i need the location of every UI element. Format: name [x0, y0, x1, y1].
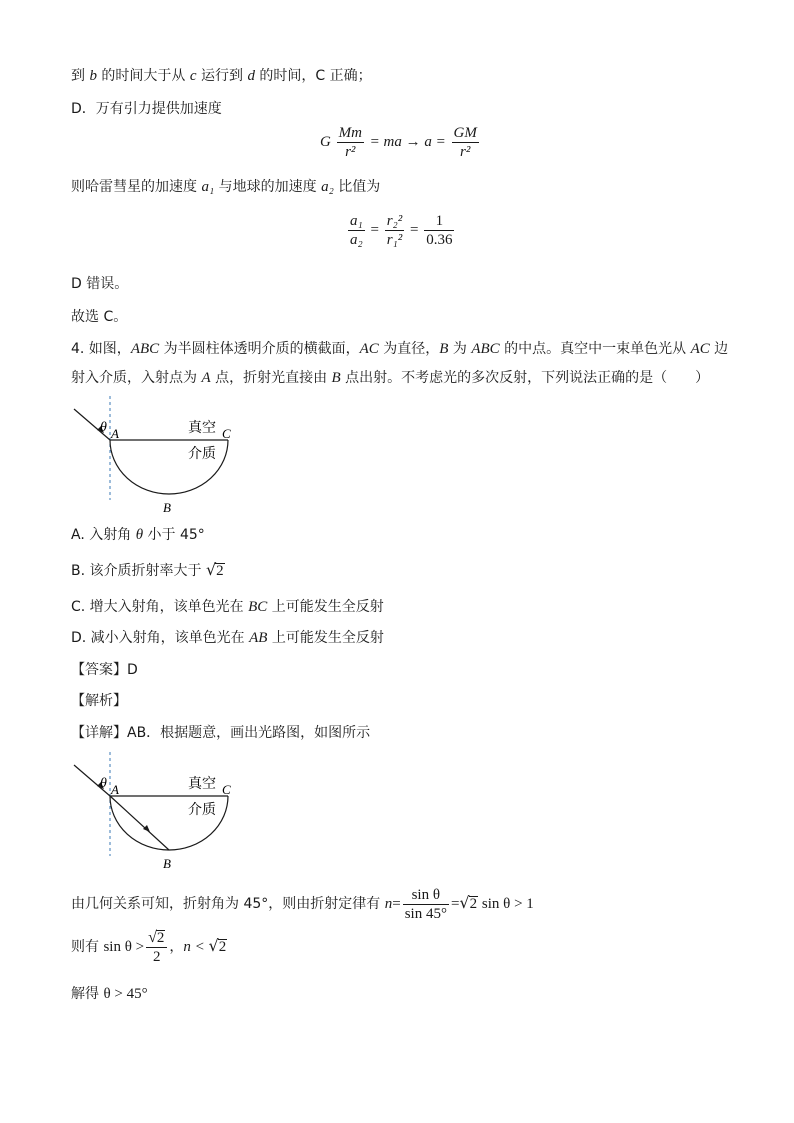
label-theta: θ: [100, 776, 107, 791]
solution-line: 解得 θ > 45°: [71, 986, 148, 1002]
label-c: C: [222, 782, 231, 797]
light-path-figure: [66, 752, 246, 872]
option-c: C. 增大入射角，该单色光在 BC 上可能发生全反射: [71, 599, 384, 615]
fraction: $\frac{\text{r₂²}}{\text{r₁²}}$: [386, 213, 403, 248]
gravity-equation: G $\frac{Mm}{\text{r²}}$ = ma → a = $\frac{GM}{\text{r²}}$: [320, 125, 477, 160]
label-a: A: [111, 782, 119, 797]
fraction: $\frac{1}{0.36}$: [426, 213, 453, 248]
ratio-equation: $\frac{\text{a₁}}{\text{a₂}}$ = $\frac{\text{r₂²}}{\text{r₁²}}$ = $\frac{1}{0.36}$: [350, 213, 453, 248]
refraction-law-line: 由几何关系可知，折射角为 45°，则由折射定律有 n= $\frac{\text{sin θ}}{\sin 45^\circ}$ =√2 sin θ > 1: [71, 886, 534, 922]
label-vacuum: 真空: [188, 777, 216, 792]
fraction: $\frac{\text{sin θ}}{\sin 45^\circ}$: [404, 886, 447, 922]
fraction: $\frac{√2}{2}$: [146, 929, 167, 966]
semicircle-figure: [66, 396, 246, 516]
option-b: B. 该介质折射率大于 √2: [71, 560, 224, 579]
label-theta: θ: [100, 420, 107, 435]
section-d-heading: D．万有引力提供加速度: [71, 101, 222, 117]
option-a: A. 入射角 θ 小于 45°: [71, 527, 205, 543]
question-text: 射入介质，入射点为 A 点，折射光直接由 B 点出射。不考虑光的多次反射，下列说法正确的是（ ）: [71, 370, 710, 386]
detail-line: 【详解】AB．根据题意，画出光路图，如图所示: [71, 725, 371, 741]
label-c: C: [222, 426, 231, 441]
refracted-ray: [110, 796, 169, 850]
arrow-icon: [143, 825, 150, 832]
answer-line: 【答案】D: [71, 662, 138, 678]
label-vacuum: 真空: [188, 421, 216, 436]
option-d: D. 减小入射角，该单色光在 AB 上可能发生全反射: [71, 630, 384, 646]
label-b: B: [163, 856, 171, 871]
label-medium: 介质: [188, 447, 216, 462]
fraction: $\frac{\text{a₁}}{\text{a₂}}$: [350, 213, 363, 248]
label-a: A: [111, 426, 119, 441]
analysis-heading: 【解析】: [71, 693, 127, 709]
inequality-line: 则有 sin θ > $\frac{√2}{2}$ ，n < √2: [71, 928, 227, 965]
text-line: D 错误。: [71, 276, 129, 292]
question-text: 4. 如图，ABC 为半圆柱体透明介质的横截面，AC 为直径，B 为 ABC 的中点。真空中一束单色光从 AC 边: [71, 341, 729, 357]
label-b: B: [163, 500, 171, 515]
text-line: 则哈雷彗星的加速度 a₁ 与地球的加速度 a₂ 比值为: [71, 179, 381, 195]
fraction: $\frac{GM}{\text{r²}}$: [453, 125, 477, 160]
label-medium: 介质: [188, 803, 216, 818]
text-line: 到 b 的时间大于从 c 运行到 d 的时间，C 正确；: [71, 68, 372, 84]
fraction: $\frac{Mm}{\text{r²}}$: [338, 125, 362, 160]
text-line: 故选 C。: [71, 309, 128, 325]
